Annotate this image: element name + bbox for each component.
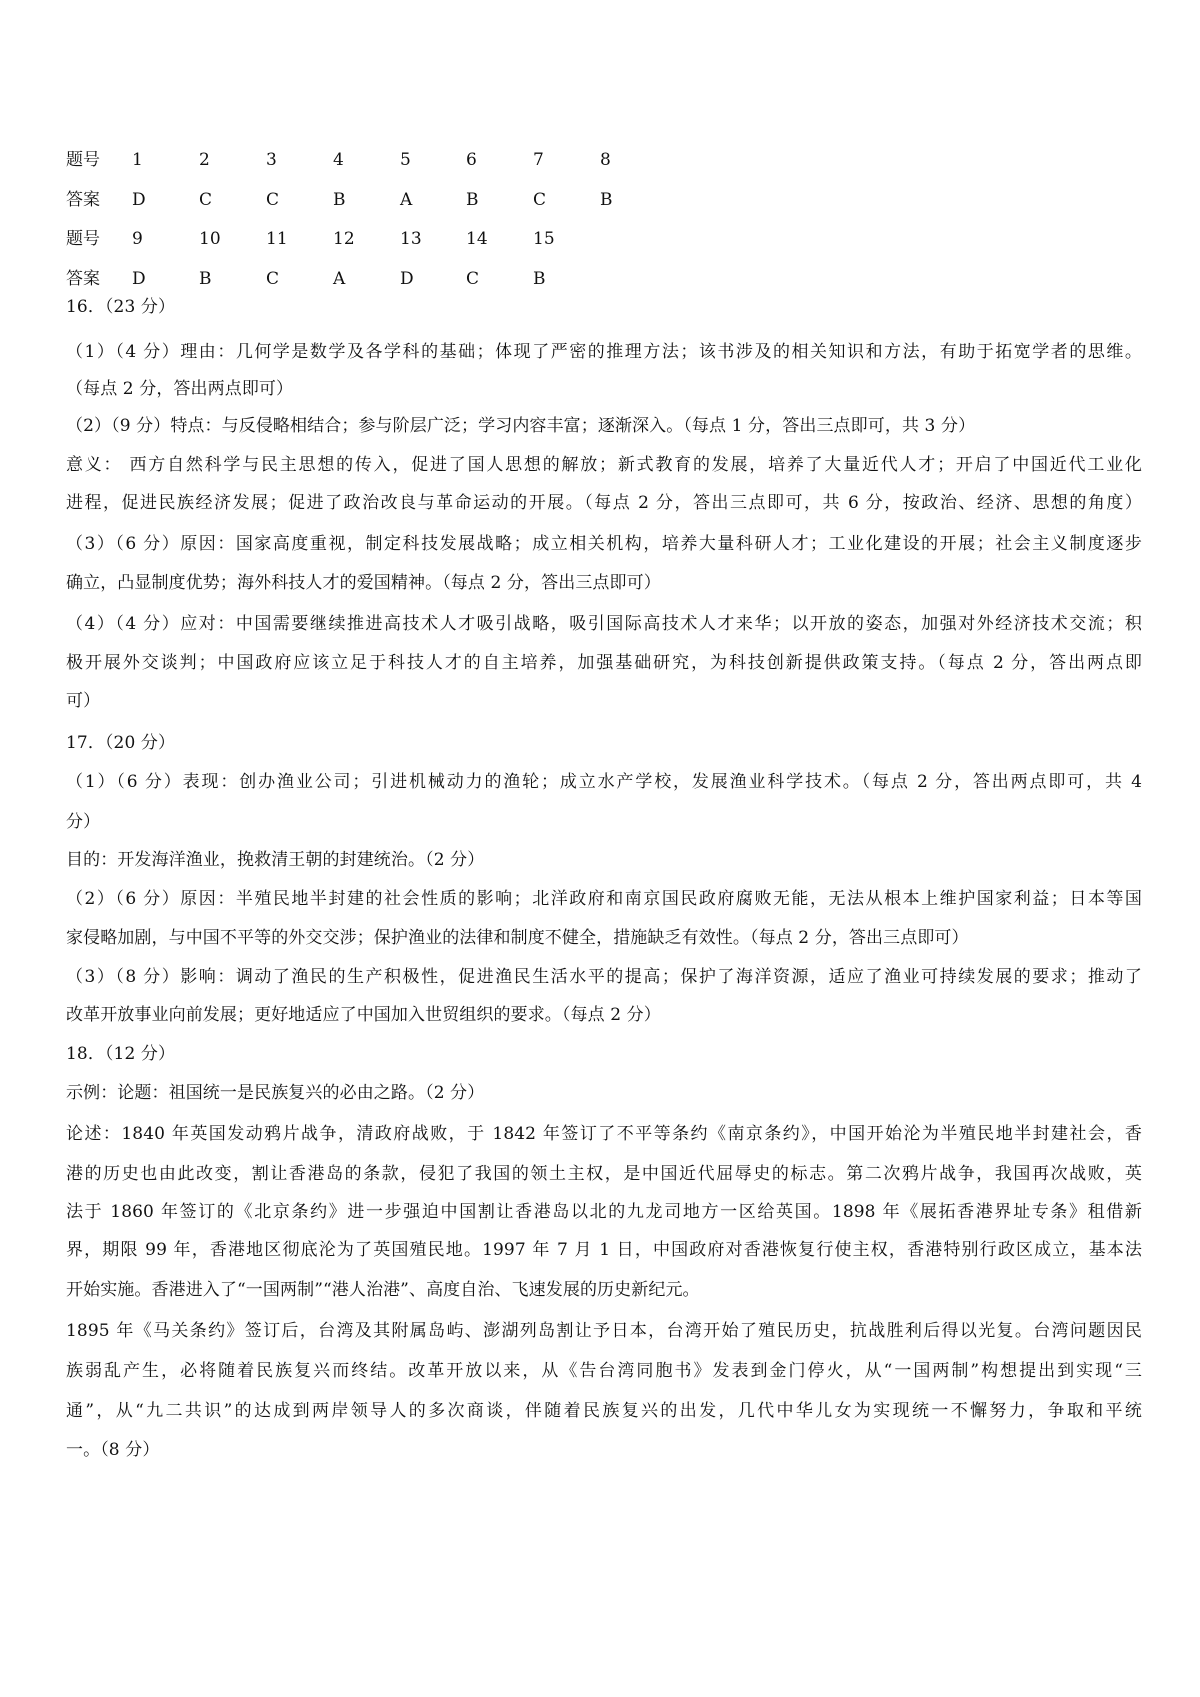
answer-letter: B [600,189,613,210]
answer-text-line: 家侵略加剧，与中国不平等的外交交涉；保护渔业的法律和制度不健全，措施缺乏有效性。（每点 2 分，答出三点即可） [66,928,969,948]
row-label: 答案 [66,189,100,210]
answer-text-line: 开始实施。香港进入了“一国两制”“港人治港”、高度自治、飞速发展的历史新纪元。 [66,1280,700,1300]
answer-letter: C [533,189,547,210]
answer-text-line: 港的历史也由此改变，割让香港岛的条款，侵犯了我国的领土主权，是中国近代屈辱史的标志。第二次鸦片战争，我国再次战败，英 [66,1164,1142,1184]
row-label: 题号 [66,229,100,249]
answer-text-line: 通”，从“九二共识”的达成到两岸领导人的多次商谈，伴随着民族复兴的出发，几代中华儿女为实现统一不懈努力，争取和平统 [66,1401,1142,1421]
row-label: 答案 [66,268,100,289]
question-number: 2 [199,150,210,170]
answer-text-line: 一。（8 分） [66,1440,160,1460]
answer-letter: A [400,189,413,210]
question-heading: 18．（12 分） [66,1044,176,1064]
answer-text-line: 界，期限 99 年，香港地区彻底沦为了英国殖民地。1997 年 7 月 1 日，中国政府对香港恢复行使主权，香港特别行政区成立，基本法 [66,1240,1142,1260]
answer-text-line: （2）（6 分）原因：半殖民地半封建的社会性质的影响；北洋政府和南京国民政府腐败无能，无法从根本上维护国家利益；日本等国 [66,889,1142,909]
row-label: 题号 [66,150,100,170]
answer-letter: C [266,268,280,289]
answer-text-line: （1）（4 分）理由：几何学是数学及各学科的基础；体现了严密的推理方法；该书涉及的相关知识和方法，有助于拓宽学者的思维。 [66,342,1142,362]
answer-text-line: （4）（4 分）应对：中国需要继续推进高技术人才吸引战略，吸引国际高技术人才来华；以开放的姿态，加强对外经济技术交流；积 [66,614,1142,634]
answer-letter: B [199,268,212,289]
answer-text-line: （2）（9 分）特点：与反侵略相结合；参与阶层广泛；学习内容丰富；逐渐深入。（每点 1 分，答出三点即可，共 3 分） [66,416,976,436]
answer-text-line: 1895 年《马关条约》签订后，台湾及其附属岛屿、澎湖列岛割让予日本，台湾开始了殖民历史，抗战胜利后得以光复。台湾问题因民 [66,1321,1142,1341]
question-heading: 16．（23 分） [66,297,176,317]
answer-letter: D [132,268,146,289]
answer-text-line: 确立，凸显制度优势；海外科技人才的爱国精神。（每点 2 分，答出三点即可） [66,573,661,593]
question-number: 12 [333,229,355,249]
answer-text-line: 族弱乱产生，必将随着民族复兴而终结。改革开放以来，从《告台湾同胞书》发表到金门停火，从“一国两制”构想提出到实现“三 [66,1361,1142,1381]
question-number: 13 [400,229,422,249]
answer-text-line: 意义： 西方自然科学与民主思想的传入，促进了国人思想的解放；新式教育的发展，培养了大量近代人才；开启了中国近代工业化 [66,455,1142,475]
answer-text-line: 示例：论题：祖国统一是民族复兴的必由之路。（2 分） [66,1083,485,1103]
answer-letter: D [132,189,146,210]
answer-letter: D [400,268,414,289]
question-number: 10 [199,229,221,249]
answer-letter: B [333,189,346,210]
answer-text-line: 目的：开发海洋渔业，挽救清王朝的封建统治。（2 分） [66,850,485,870]
answer-text-line: 极开展外交谈判；中国政府应该立足于科技人才的自主培养，加强基础研究，为科技创新提供政策支持。（每点 2 分，答出两点即 [66,653,1142,673]
answer-text-line: 分） [66,812,101,832]
question-number: 4 [333,150,344,170]
answer-letter: B [466,189,479,210]
question-number: 11 [266,229,288,249]
answer-text-line: （3）（8 分）影响：调动了渔民的生产积极性，促进渔民生活水平的提高；保护了海洋资源，适应了渔业可持续发展的要求；推动了 [66,967,1142,987]
question-heading: 17．（20 分） [66,733,176,753]
answer-text-line: 论述：1840 年英国发动鸦片战争，清政府战败，于 1842 年签订了不平等条约《南京条约》，中国开始沦为半殖民地半封建社会，香 [66,1124,1142,1144]
answer-text-line: （3）（6 分）原因：国家高度重视，制定科技发展战略；成立相关机构，培养大量科研人才；工业化建设的开展；社会主义制度逐步 [66,534,1142,554]
question-number: 9 [132,229,143,249]
question-number: 3 [266,150,277,170]
answer-letter: C [466,268,480,289]
answer-text-line: 法于 1860 年签订的《北京条约》进一步强迫中国割让香港岛以北的九龙司地方一区给英国。1898 年《展拓香港界址专条》租借新 [66,1202,1142,1222]
question-number: 6 [466,150,477,170]
question-number: 1 [132,150,143,170]
question-number: 15 [533,229,555,249]
question-number: 5 [400,150,411,170]
question-number: 7 [533,150,544,170]
question-number: 14 [466,229,488,249]
answer-letter: B [533,268,546,289]
answer-text-line: （1）（6 分）表现：创办渔业公司；引进机械动力的渔轮；成立水产学校，发展渔业科学技术。（每点 2 分，答出两点即可，共 4 [66,772,1142,792]
answer-text-line: 进程，促进民族经济发展；促进了政治改良与革命运动的开展。（每点 2 分，答出三点即可，共 6 分，按政治、经济、思想的角度） [66,493,1142,513]
answer-letter: C [199,189,213,210]
question-number: 8 [600,150,611,170]
answer-letter: A [333,268,346,289]
answer-letter: C [266,189,280,210]
answer-text-line: 改革开放事业向前发展；更好地适应了中国加入世贸组织的要求。（每点 2 分） [66,1005,661,1025]
answer-text-line: （每点 2 分，答出两点即可） [66,379,294,399]
answer-text-line: 可） [66,691,101,711]
